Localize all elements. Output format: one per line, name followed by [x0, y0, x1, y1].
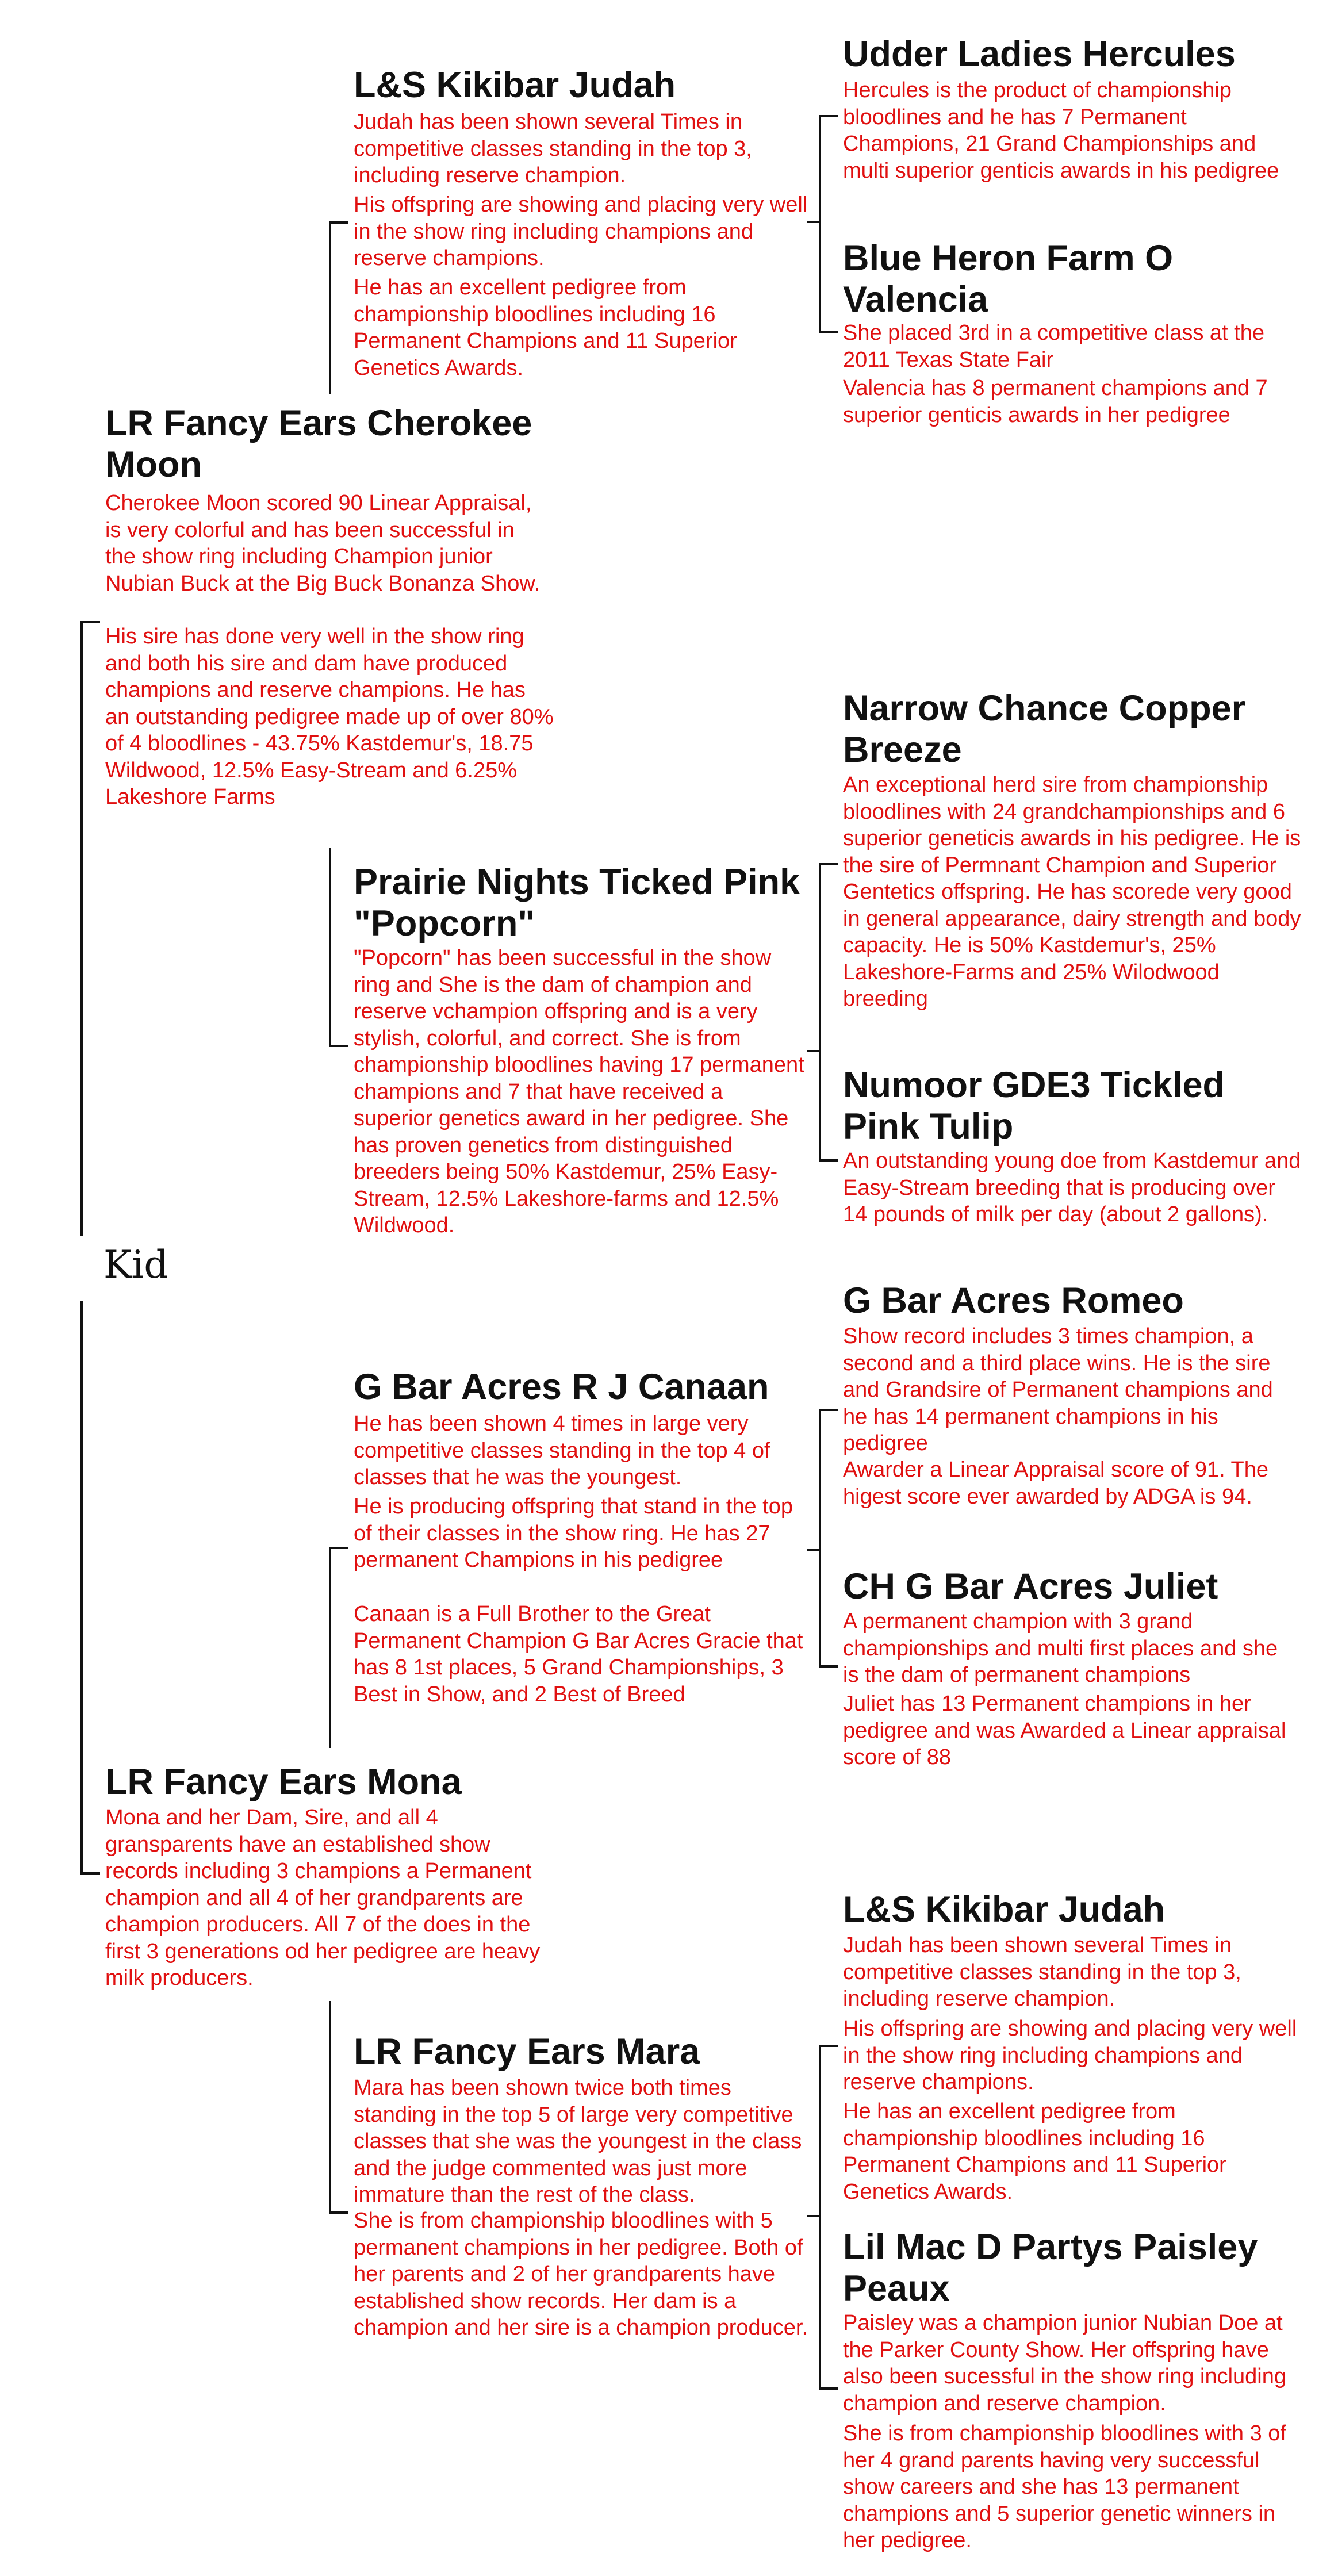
sire-to-parents-line-upper: [329, 221, 331, 394]
ss-dam-name: Blue Heron Farm O Valencia: [843, 238, 1174, 320]
dam-to-parents-line-lower: [329, 2001, 331, 2214]
dam-sire-description-1: He has been shown 4 times in large very competitive classes standing in the top 4 of classes that he was the youngest.: [354, 1412, 770, 1489]
dd-sire-description-3: He has an excellent pedigree from championship bloodlines including 16 Permanent Champions and 11 Superior Genetics Awards.: [843, 2099, 1226, 2204]
dam-name: LR Fancy Ears Mona: [105, 1762, 462, 1802]
sd-bracket-bottom: [819, 1159, 838, 1162]
sire-sire-description-3: He has an excellent pedigree from championship bloodlines including 16 Permanent Champions and 11 Superior Genetics Awards.: [354, 275, 737, 380]
dd-dam-name: Lil Mac D Partys Paisley Peaux: [843, 2227, 1258, 2309]
sire-to-parents-tick-upper: [329, 221, 348, 224]
dd-dam-description-1: Paisley was a champion junior Nubian Doe at the Parker County Show. Her offspring have also been sucessful in the show ring including champion and reserve champion.: [843, 2311, 1287, 2416]
ds-dam-name: CH G Bar Acres Juliet: [843, 1566, 1218, 1607]
dam-dam-description-2: She is from championship bloodlines with 5 permanent champions in her pedigree. Both of her parents and 2 of her grandparents have established show records. Her dam is a champion and her sire is a champion producer.: [354, 2209, 808, 2340]
subject-label: Kid: [103, 1243, 168, 1287]
ds-dam-description-2: Juliet has 13 Permanent champions in her pedigree and was Awarded a Linear appraisal score of 88: [843, 1692, 1286, 1769]
sire-name: LR Fancy Ears Cherokee Moon: [105, 403, 532, 485]
dam-sire-description-2: He is producing offspring that stand in the top of their classes in the show ring. He has 27 permanent Champions in his pedigree: [354, 1494, 793, 1572]
dd-bracket-bottom: [819, 2387, 838, 2390]
sire-sire-description-2: His offspring are showing and placing very well in the show ring including champions and reserve champions.: [354, 193, 808, 270]
sd-dam-description-1: An outstanding young doe from Kastdemur and Easy-Stream breeding that is producing over 14 pounds of milk per day (about 2 gallons).: [843, 1149, 1301, 1226]
sd-sire-description-1: An exceptional herd sire from championship bloodlines with 24 grandchampionships and 6 superior geneticis awards in his pedigree. He is the sire of Permnant Champion and Superior Gentetics offspring. He has scorede very good in general appearance, dairy strength and body capacity. He is 50% Kastdemur's, 25% Lakeshore-Farms and 25% Wilodwood breeding: [843, 773, 1301, 1011]
kid-to-dam-tick: [80, 1872, 100, 1874]
ds-bracket-stub: [807, 1549, 820, 1551]
ds-bracket-bottom: [819, 1665, 838, 1667]
ss-bracket-bottom: [819, 331, 838, 334]
ds-sire-description-2: Awarder a Linear Appraisal score of 91. The higest score ever awarded by ADGA is 94.: [843, 1458, 1269, 1509]
ds-sire-description-1: Show record includes 3 times champion, a second and a third place wins. He is the sire and Grandsire of Permanent champions and he has 14 permanent champions in his pedigree: [843, 1324, 1273, 1455]
sire-dam-description-1: "Popcorn" has been successful in the show ring and She is the dam of champion and reserve vchampion offspring and is a very stylish, colorful, and correct. She is from championship bloodlines having 17 permanent champions and 7 that have received a superior genetics award in her pedigree. She has proven genetics from distinguished breeders being 50% Kastdemur, 25% Easy-Stream, 12.5% Lakeshore-farms and 12.5% Wildwood.: [354, 946, 804, 1237]
ds-sire-name: G Bar Acres Romeo: [843, 1281, 1184, 1321]
kid-to-sire-tick: [80, 621, 100, 623]
dd-bracket-stub: [807, 2215, 820, 2217]
dd-sire-description-1: Judah has been shown several Times in competitive classes standing in the top 3, including reserve champion.: [843, 1933, 1241, 2011]
ss-dam-description-2: Valencia has 8 permanent champions and 7 superior genticis awards in her pedigree: [843, 376, 1268, 427]
dd-dam-description-2: She is from championship bloodlines with 3 of her 4 grand parents having very successful show careers and she has 13 permanent champions and 5 superior genetic winners in her pedigree.: [843, 2421, 1286, 2552]
dam-dam-name: LR Fancy Ears Mara: [354, 2031, 700, 2072]
sd-sire-name: Narrow Chance Copper Breeze: [843, 688, 1246, 770]
dam-sire-name: G Bar Acres R J Canaan: [354, 1367, 769, 1407]
sire-description-1: Cherokee Moon scored 90 Linear Appraisal, is very colorful and has been successful in the show ring including Champion junior Nubian Buck at the Big Buck Bonanza Show.: [105, 491, 540, 596]
dd-bracket: [819, 2045, 821, 2390]
dd-bracket-top: [819, 2045, 838, 2047]
ds-dam-description-1: A permanent champion with 3 grand championships and multi first places and she is the dam of permanent champions: [843, 1609, 1278, 1687]
sire-to-parents-tick-lower: [329, 1045, 348, 1047]
sire-to-parents-line-lower: [329, 848, 331, 1046]
sire-sire-name: L&S Kikibar Judah: [354, 65, 676, 105]
sire-description-2: His sire has done very well in the show ring and both his sire and dam have produced champions and reserve champions. He has an outstanding pedigree made up of over 80% of 4 bloodlines - 43.75% Kastdemur's, 18.75 Wildwood, 12.5% Easy-Stream and 6.25% Lakeshore Farms: [105, 624, 554, 809]
dam-dam-description-1: Mara has been shown twice both times standing in the top 5 of large very competitive classes that she was the youngest in the class and the judge commented was just more immature than the rest of the class.: [354, 2076, 802, 2207]
sd-dam-name: Numoor GDE3 Tickled Pink Tulip: [843, 1065, 1225, 1147]
sd-bracket-stub: [807, 1050, 820, 1052]
dam-to-parents-tick-lower: [329, 2211, 348, 2214]
ds-bracket: [819, 1409, 821, 1667]
sd-bracket: [819, 862, 821, 1162]
ds-bracket-top: [819, 1409, 838, 1411]
ss-sire-description-1: Hercules is the product of championship bloodlines and he has 7 Permanent Champions, 21 Grand Championships and multi superior genticis awards in his pedigree: [843, 78, 1279, 183]
kid-to-dam-line: [80, 1301, 83, 1874]
sd-bracket-top: [819, 862, 838, 865]
kid-to-sire-line: [80, 621, 83, 1236]
dam-to-parents-tick-upper: [329, 1547, 348, 1549]
ss-bracket: [819, 115, 821, 334]
sire-sire-description-1: Judah has been shown several Times in competitive classes standing in the top 3, including reserve champion.: [354, 110, 752, 187]
dd-sire-name: L&S Kikibar Judah: [843, 1889, 1166, 1930]
ss-bracket-top: [819, 115, 838, 117]
ss-dam-description-1: She placed 3rd in a competitive class at the 2011 Texas State Fair: [843, 321, 1264, 372]
dam-description-1: Mona and her Dam, Sire, and all 4 gransparents have an established show records including 3 champions a Permanent champion and all 4 of her grandparents are champion producers. All 7 of the does in the first 3 generations od her pedigree are heavy milk producers.: [105, 1805, 540, 1990]
dam-sire-description-3: Canaan is a Full Brother to the Great Permanent Champion G Bar Acres Gracie that has 8 1st places, 5 Grand Championships, 3 Best in Show, and 2 Best of Breed: [354, 1602, 803, 1707]
dd-sire-description-2: His offspring are showing and placing very well in the show ring including champions and reserve champions.: [843, 2017, 1297, 2094]
dam-to-parents-line-upper: [329, 1547, 331, 1748]
ss-sire-name: Udder Ladies Hercules: [843, 34, 1236, 74]
sire-dam-name: Prairie Nights Ticked Pink "Popcorn": [354, 862, 800, 944]
ss-bracket-stub: [807, 221, 820, 223]
